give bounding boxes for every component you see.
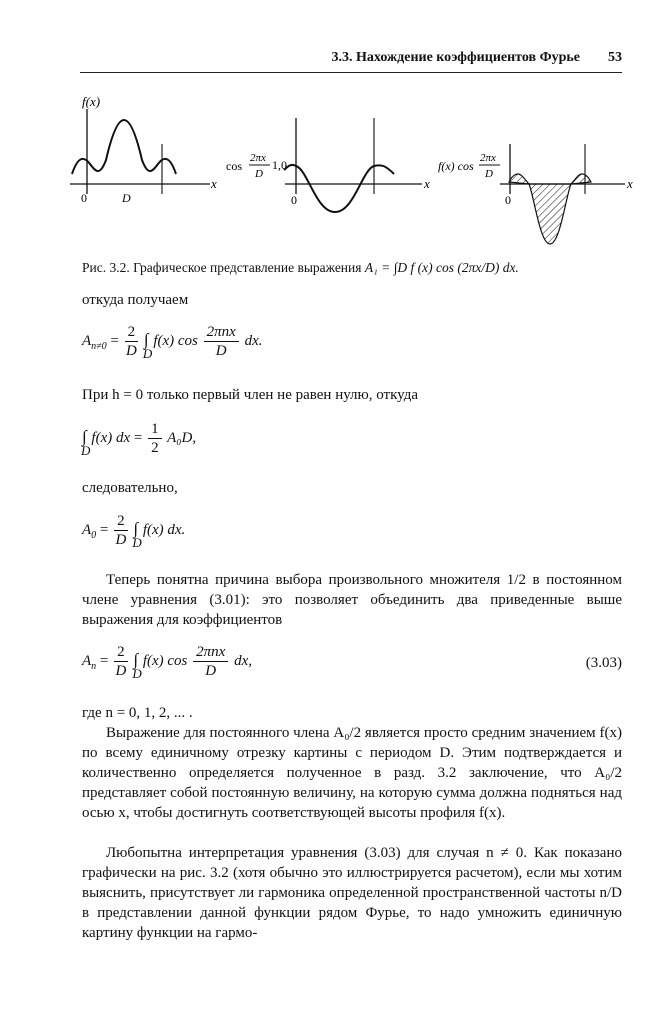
x-axis-label: x — [627, 176, 633, 191]
eq-num: 1 — [148, 420, 162, 439]
x-axis-label: x — [211, 176, 217, 191]
eq-tail: dx, — [234, 652, 252, 669]
equation-number: (3.03) — [585, 655, 622, 671]
eq-tail: dx. — [244, 332, 263, 349]
eq-num-2: 2πnx — [204, 323, 239, 342]
integral-domain: D — [132, 534, 142, 550]
cosine-curve — [284, 165, 394, 212]
tick-zero: 0 — [81, 191, 87, 205]
product-label: f(x) cos — [438, 159, 474, 173]
integral-domain: D — [81, 442, 91, 458]
eq-den: D — [115, 663, 127, 679]
figure-3-2 — [60, 94, 640, 254]
eq-lhs-sub: 0 — [91, 529, 97, 541]
eq-fraction — [114, 512, 128, 549]
caption-prefix: Рис. 3.2. Графическое представление выражения — [82, 260, 362, 275]
eq-equals: = — [99, 521, 109, 538]
eq-den-2: D — [215, 343, 227, 359]
section-title: 3.3. Нахождение коэффициентов Фурье — [331, 50, 580, 65]
panel-function — [70, 94, 217, 205]
paragraph-6: Выражение для постоянного члена A₀/2 является просто средним значением f(x) по всему единичному отрезку картины с периодом D. Этим подтверждается и количественно определяется полученное в разд. 3.2 заключение, что A₀/2 представляет собой постоянную величину, на которую сумма должна подняться над осью x, чтобы достигнуть соответствующей высоты профиля f(x). — [82, 725, 622, 821]
paragraph-7: Любопытна интерпретация уравнения (3.03) для случая n ≠ 0. Как показано графически на рис. 3.2 (хотя обычно это иллюстрируется расчетом), если мы хотим выяснить, присутствует ли гармоника определенной пространственной частоты n/D в представлении данной функции рядом Фурье, то надо умножить единичную картину функции на гармо- — [82, 845, 622, 941]
figure-caption — [82, 260, 519, 276]
eq-body: f(x) dx — [91, 429, 131, 446]
eq-den: D — [125, 343, 137, 359]
panel-product — [438, 144, 633, 244]
positive-lobe-right — [571, 174, 591, 184]
paragraph-5: где n = 0, 1, 2, ... . — [82, 705, 193, 721]
integral-sign: ∫ D — [132, 649, 142, 681]
integral-sign: ∫ D — [81, 426, 91, 458]
eq-num-2: 2πnx — [193, 643, 228, 662]
cos-frac-den: D — [255, 168, 263, 180]
paragraph-2: При h = 0 только первый член не равен нулю, откуда — [82, 387, 419, 403]
equation-3-03 — [82, 643, 252, 680]
x-axis-label: x — [424, 176, 430, 191]
eq-equals: = — [133, 429, 143, 446]
eq-lhs: A — [82, 652, 92, 669]
eq-body: f(x) cos — [153, 332, 198, 349]
equation-3 — [82, 512, 185, 549]
eq-fraction-2 — [193, 643, 228, 680]
product-frac-den: D — [485, 168, 493, 180]
amplitude-label: 1,0 — [272, 158, 287, 172]
panel-cosine — [226, 118, 430, 212]
eq-lhs: A — [82, 332, 92, 349]
tick-zero: 0 — [505, 193, 511, 207]
integral-domain: D — [142, 345, 153, 361]
running-header — [80, 46, 622, 73]
tick-period: D — [122, 191, 131, 205]
positive-lobe-left — [509, 174, 529, 184]
caption-formula: A₁ = ∫D f (x) cos (2πx/D) dx. — [364, 260, 519, 275]
page-number: 53 — [608, 50, 622, 65]
y-axis-label: f(x) — [82, 94, 101, 109]
eq-fraction — [125, 323, 139, 360]
paragraph-1: откуда получаем — [82, 292, 189, 308]
eq-num: 2 — [114, 512, 128, 531]
eq-num: 2 — [125, 323, 139, 342]
paragraph-4: Теперь понятна причина выбора произвольного множителя 1/2 в постоянном члене уравнения (3.01): это позволяет объединить два приведенные выше выражения для коэффициентов — [82, 572, 622, 628]
tick-zero: 0 — [291, 193, 297, 207]
equation-2 — [82, 420, 196, 457]
integral-sign: ∫ D — [142, 329, 153, 361]
eq-equals: = — [110, 332, 119, 349]
eq-lhs-sub: n — [91, 660, 97, 672]
integral-sign: ∫ D — [132, 518, 142, 550]
eq-tail: A₀D, — [167, 429, 197, 446]
eq-den: D — [115, 532, 127, 548]
eq-lhs-sub: n≠0 — [91, 340, 107, 352]
eq-den-2: D — [205, 663, 217, 679]
eq-equals: = — [99, 652, 109, 669]
eq-den: 2 — [151, 440, 159, 456]
eq-fraction-2 — [204, 323, 239, 360]
equation-1 — [82, 323, 262, 360]
cos-frac-num: 2πx — [250, 152, 266, 164]
eq-lhs: A — [82, 521, 92, 538]
eq-fraction — [114, 643, 128, 680]
paragraph-3: следовательно, — [82, 480, 178, 496]
integral-domain: D — [132, 665, 142, 681]
eq-body: f(x) cos — [142, 652, 188, 669]
eq-num: 2 — [114, 643, 128, 662]
cos-label: cos — [226, 159, 242, 173]
eq-body: f(x) dx. — [142, 521, 186, 538]
negative-lobe — [529, 184, 571, 244]
eq-fraction — [148, 420, 162, 457]
product-frac-num: 2πx — [480, 152, 496, 164]
